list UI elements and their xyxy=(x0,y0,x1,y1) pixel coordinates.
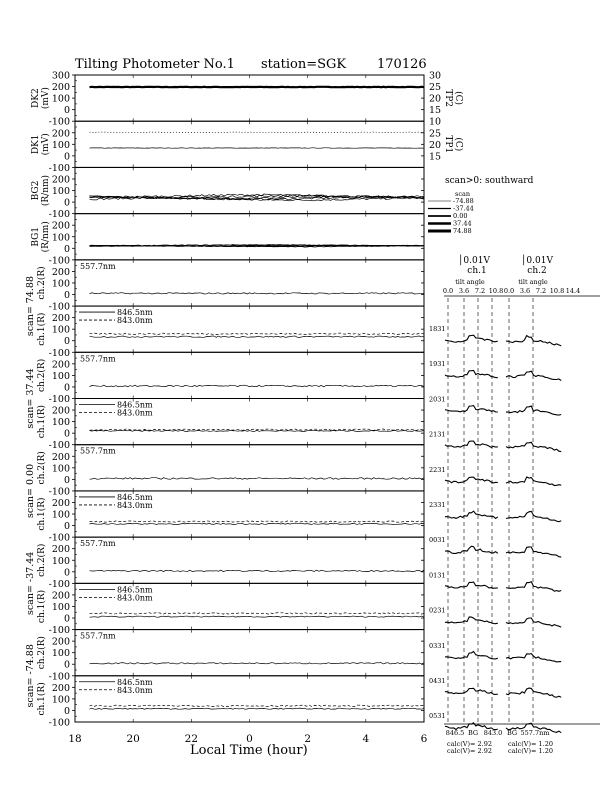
y-tick-label-s3: 100 xyxy=(51,370,70,382)
profile-bottom-label: 557.7nm xyxy=(520,729,550,737)
legend-label-s4: 846.5nm xyxy=(117,400,153,410)
y-tick-label-s10: 100 xyxy=(51,694,70,706)
series-line-s8-1 xyxy=(90,613,425,614)
y-tick-label-dk2: 300 xyxy=(51,70,70,82)
y-tick-label-bg2: 0 xyxy=(63,197,70,209)
station-label: station=SGK xyxy=(261,57,347,72)
calc-ch1-label: calc(V)= 2.92 xyxy=(447,747,492,755)
legend-label-s7: 557.7nm xyxy=(80,539,116,549)
y-axis-label-bg2: (R/nm) xyxy=(41,174,51,207)
y-tick-label-s6: 0 xyxy=(63,521,70,533)
date-label: 170126 xyxy=(377,57,427,72)
profile-time-label: 0131 xyxy=(429,571,446,580)
y-tick-label-s1: 200 xyxy=(51,266,70,278)
y-tick-label-s10: -100 xyxy=(48,671,70,683)
y-tick-label-s4: 200 xyxy=(51,405,70,417)
profile-ch1-line xyxy=(445,335,498,342)
legend-label-s5: 557.7nm xyxy=(80,446,116,456)
y-axis-label-s9: ch.2(R) xyxy=(37,636,47,670)
legend-label-s1: 557.7nm xyxy=(80,261,116,271)
ch1-axis-title: tilt angle xyxy=(455,278,485,286)
y-tick-label-bg1: 100 xyxy=(51,232,70,244)
y-axis-label-dk1: DK1 xyxy=(31,134,41,155)
ch2-label: ch.2 xyxy=(527,266,547,276)
series-line-s9-0 xyxy=(90,663,425,664)
ch2-axis-title: tilt angle xyxy=(518,278,548,286)
y-tick-label-s9: 100 xyxy=(51,648,70,660)
x-tick-label: 4 xyxy=(362,733,370,745)
ch1-axis-tick: 7.2 xyxy=(474,287,486,295)
profile-ch1-line xyxy=(445,652,498,659)
y-tick-label-s4: 0 xyxy=(63,428,70,440)
y-axis-label-dk2: DK2 xyxy=(31,88,41,108)
series-line-s6-1 xyxy=(90,521,425,522)
x-tick-label: 0 xyxy=(246,733,253,745)
y-tick-label-s3: 200 xyxy=(51,359,70,371)
ch2-axis-tick: 3.6 xyxy=(519,287,531,295)
profile-ch2-line xyxy=(506,371,561,380)
y-axis-label-dk2: (mV) xyxy=(41,87,51,110)
profile-ch1-line xyxy=(445,546,498,553)
panel-frame-s7 xyxy=(75,537,424,583)
profile-ch2-line xyxy=(506,477,561,486)
legend-label-s6: 843.0nm xyxy=(117,500,153,510)
panel-frame-dk2 xyxy=(75,75,424,121)
y-tick-label-s1: -100 xyxy=(48,255,70,267)
legend-label-s2: 846.5nm xyxy=(117,308,153,318)
scan-legend-title: scan>0: southward xyxy=(445,176,534,186)
y-tick-label-bg1: -100 xyxy=(48,209,70,221)
y-axis-label-bg2: BG2 xyxy=(31,180,41,201)
scan-label-s5: scan= 0.00 xyxy=(25,463,36,518)
profile-ch2-line xyxy=(506,511,561,521)
y-tick-label-s5: 100 xyxy=(51,463,70,475)
calc-ch2-label: calc(V)= 1.20 xyxy=(508,747,553,755)
y-axis-label-s2: ch.1(R) xyxy=(37,312,47,346)
series-line-s2-1 xyxy=(90,333,425,334)
series-line-s8-0 xyxy=(90,616,425,617)
y-axis-label-s5: ch.2(R) xyxy=(37,451,47,485)
scan-legend-entry: 0.00 xyxy=(453,212,468,220)
y-tick-label-s6: 200 xyxy=(51,497,70,509)
profile-ch2-line xyxy=(506,336,561,346)
y-tick-label-s2: 200 xyxy=(51,313,70,325)
profile-time-label: 2231 xyxy=(429,465,446,474)
profile-time-label: 1931 xyxy=(429,360,446,369)
y-tick-label-dk2: 200 xyxy=(51,82,70,94)
y-tick-label-dk2: 0 xyxy=(63,105,70,117)
legend-label-s10: 843.0nm xyxy=(117,685,153,695)
y-tick-label-s9: 0 xyxy=(63,659,70,671)
scan-legend-entry: -37.44 xyxy=(453,204,474,213)
y-tick-label-s10: 0 xyxy=(63,705,70,717)
scan-legend-header: scan xyxy=(455,190,471,198)
legend-label-s8: 843.0nm xyxy=(117,593,153,603)
series-line-s4-1 xyxy=(90,429,425,430)
y-axis-label-s3: ch.2(R) xyxy=(37,358,47,393)
y-tick-label-s5: -100 xyxy=(48,440,70,452)
scan-legend-entry: -74.88 xyxy=(453,197,474,205)
series-line-s6-0 xyxy=(90,523,425,524)
y-tick-label-s6: 100 xyxy=(51,509,70,521)
y-axis-label-s4: ch.1(R) xyxy=(37,404,47,439)
profile-ch1-line xyxy=(445,371,498,378)
profile-time-label: 2031 xyxy=(429,395,446,404)
series-line-s5-0 xyxy=(90,478,425,480)
y-tick-label-s7: -100 xyxy=(48,532,70,544)
x-tick-label: 20 xyxy=(126,733,140,745)
y-tick-label-s7: 0 xyxy=(63,567,70,579)
profile-ch1-line xyxy=(445,406,498,412)
y-axis-label-s10: ch.1(R) xyxy=(37,682,47,716)
y-tick-label-s3: 0 xyxy=(63,382,70,394)
profile-ch1-line xyxy=(445,441,498,447)
y-tick-label-dk1: 100 xyxy=(51,139,70,151)
y-tick-label-s2: 100 xyxy=(51,324,70,336)
y-tick-label-s1: 0 xyxy=(63,290,70,302)
ch1-axis-tick: 10.8 xyxy=(488,287,504,295)
y-tick-label-s7: 200 xyxy=(51,544,70,556)
profile-time-label: 2331 xyxy=(429,501,446,509)
scan-legend-entry: 37.44 xyxy=(453,219,472,228)
y-tick-label-dk1: 200 xyxy=(51,128,70,140)
right-tick-label-dk1: 10 xyxy=(429,116,442,128)
right-axis-label-dk1: TP1 xyxy=(443,135,453,154)
y-tick-label-s2: -100 xyxy=(48,301,70,313)
legend-label-s9: 557.7nm xyxy=(80,631,116,641)
scan-label-s7: scan= -37.44 xyxy=(25,551,36,616)
profile-bottom-label: BG xyxy=(506,729,518,737)
y-tick-label-bg2: 200 xyxy=(51,174,70,186)
profile-ch1-line xyxy=(445,582,498,588)
panel-frame-s5 xyxy=(75,445,424,491)
series-line-s7-0 xyxy=(90,570,425,571)
right-tick-label-dk1: 25 xyxy=(429,128,442,140)
profile-time-label: 0331 xyxy=(429,641,446,650)
y-tick-label-s7: 100 xyxy=(51,555,70,567)
scan-label-s1: scan= 74.88 xyxy=(25,275,36,337)
profile-ch2-line xyxy=(506,547,561,557)
profile-ch1-line xyxy=(445,688,498,694)
profile-ch1-line xyxy=(445,511,498,518)
right-tick-label-dk2: 15 xyxy=(429,105,442,117)
profile-ch2-line xyxy=(506,406,561,415)
y-axis-label-bg1: BG1 xyxy=(31,226,41,247)
y-tick-label-s8: 100 xyxy=(51,601,70,613)
profile-time-label: 0431 xyxy=(429,677,446,685)
x-tick-label: 6 xyxy=(420,733,428,745)
y-tick-label-bg2: 100 xyxy=(51,186,70,198)
y-tick-label-bg1: 0 xyxy=(63,243,70,255)
ch1-axis-tick: 0.0 xyxy=(442,287,454,295)
scan-label-s3: scan= 37.44 xyxy=(25,368,36,429)
series-line-dk1-0 xyxy=(90,132,425,133)
y-tick-label-s10: 200 xyxy=(51,682,70,694)
series-line-s10-1 xyxy=(90,705,425,706)
ch2-axis-tick: 7.2 xyxy=(535,287,547,295)
profile-time-label: 0231 xyxy=(429,606,446,615)
right-axis-label-dk2: (C) xyxy=(453,91,463,106)
y-tick-label-s8: -100 xyxy=(48,578,70,590)
panel-frame-dk1 xyxy=(75,121,424,167)
y-tick-label-s4: 100 xyxy=(51,417,70,429)
calc-ch2-label: calc(V)= 1.20 xyxy=(508,740,553,748)
legend-label-s10: 846.5nm xyxy=(117,677,153,687)
chart-title: Tilting Photometer No.1 xyxy=(75,57,235,72)
y-axis-label-s8: ch.1(R) xyxy=(37,589,47,624)
x-tick-label: 22 xyxy=(184,733,199,745)
y-tick-label-dk2: 100 xyxy=(51,93,70,105)
y-tick-label-s5: 200 xyxy=(51,451,70,463)
y-axis-label-dk1: (mV) xyxy=(41,133,51,156)
y-tick-label-s8: 200 xyxy=(51,590,70,602)
y-tick-label-s9: 200 xyxy=(51,636,70,648)
right-tick-label-dk1: 20 xyxy=(429,139,442,151)
y-tick-label-s6: -100 xyxy=(48,486,70,498)
panel-frame-bg1 xyxy=(75,214,424,260)
y-tick-label-s9: -100 xyxy=(48,625,70,637)
calc-ch1-label: calc(V)= 2.92 xyxy=(447,740,492,748)
legend-label-s8: 846.5nm xyxy=(117,585,153,595)
y-tick-label-bg2: -100 xyxy=(48,162,70,174)
series-line-bg2-0 xyxy=(90,197,425,200)
ch1-axis-tick: 3.6 xyxy=(458,287,470,295)
x-tick-label: 2 xyxy=(304,733,312,745)
right-axis-label-dk2: TP2 xyxy=(443,89,453,108)
scan-label-s9: scan= -74.88 xyxy=(25,644,36,708)
y-tick-label-s4: -100 xyxy=(48,394,70,405)
y-axis-label-s1: ch.2(R) xyxy=(37,266,47,300)
panel-frame-s9 xyxy=(75,630,424,676)
legend-label-s6: 846.5nm xyxy=(117,492,153,502)
right-tick-label-dk2: 30 xyxy=(429,70,442,82)
ch2-axis-tick: 0.0 xyxy=(503,287,515,295)
x-tick-label: 18 xyxy=(68,733,82,745)
scan-legend-entry: 74.88 xyxy=(453,227,472,235)
series-line-s3-0 xyxy=(90,385,425,387)
profile-ch2-line xyxy=(506,442,561,451)
y-tick-label-bg1: 200 xyxy=(51,220,70,232)
right-axis-label-dk1: (C) xyxy=(453,137,463,152)
profile-bottom-label: BG xyxy=(467,729,479,737)
profile-time-label: 1831 xyxy=(429,325,446,333)
y-tick-label-dk1: 0 xyxy=(63,151,70,163)
y-tick-label-s8: 0 xyxy=(63,613,70,625)
right-tick-label-dk2: 20 xyxy=(429,93,442,105)
profile-ch2-line xyxy=(506,618,561,627)
right-tick-label-dk2: 25 xyxy=(429,82,442,94)
ch2-axis-tick: 10.8 xyxy=(549,287,565,295)
profile-ch2-line xyxy=(506,654,561,662)
series-line-s1-0 xyxy=(90,293,425,294)
profile-bottom-label: 843.0 xyxy=(483,729,503,737)
y-axis-label-bg1: (R/nm) xyxy=(41,221,51,253)
ch1-label: ch.1 xyxy=(467,266,487,276)
y-tick-label-dk1: -100 xyxy=(48,116,70,128)
profile-ch1-line xyxy=(445,477,498,483)
y-tick-label-s5: 0 xyxy=(63,474,70,486)
ch2-axis-tick: 14.4 xyxy=(565,287,581,295)
ch1-scale-label: │0.01V xyxy=(458,256,490,266)
profile-time-label: 2131 xyxy=(429,430,446,439)
legend-label-s3: 557.7nm xyxy=(80,354,116,364)
legend-label-s2: 843.0nm xyxy=(117,316,153,326)
x-axis-title: Local Time (hour) xyxy=(190,743,308,758)
profile-ch2-line xyxy=(506,688,561,697)
panel-frame-bg2 xyxy=(75,167,424,213)
y-axis-label-s7: ch.2(R) xyxy=(37,543,47,577)
right-tick-label-dk1: 15 xyxy=(429,151,442,163)
profile-ch1-line xyxy=(445,617,498,624)
y-tick-label-bottom: -100 xyxy=(48,717,70,729)
profile-ch2-line xyxy=(506,582,561,592)
panel-frame-s3 xyxy=(75,352,424,398)
profile-time-label: 0031 xyxy=(429,536,446,545)
y-tick-label-s3: -100 xyxy=(48,347,70,359)
y-tick-label-s2: 0 xyxy=(63,336,70,348)
series-line-s2-0 xyxy=(90,336,425,337)
profile-bottom-label: 846.5 xyxy=(445,729,465,737)
panel-frame-s1 xyxy=(75,260,424,306)
y-tick-label-s1: 100 xyxy=(51,278,70,290)
legend-label-s4: 843.0nm xyxy=(117,408,153,418)
y-axis-label-s6: ch.1(R) xyxy=(37,497,47,531)
ch2-scale-label: │0.01V xyxy=(521,256,553,266)
profile-time-label: 0531 xyxy=(429,712,446,721)
series-line-s10-0 xyxy=(90,708,425,709)
